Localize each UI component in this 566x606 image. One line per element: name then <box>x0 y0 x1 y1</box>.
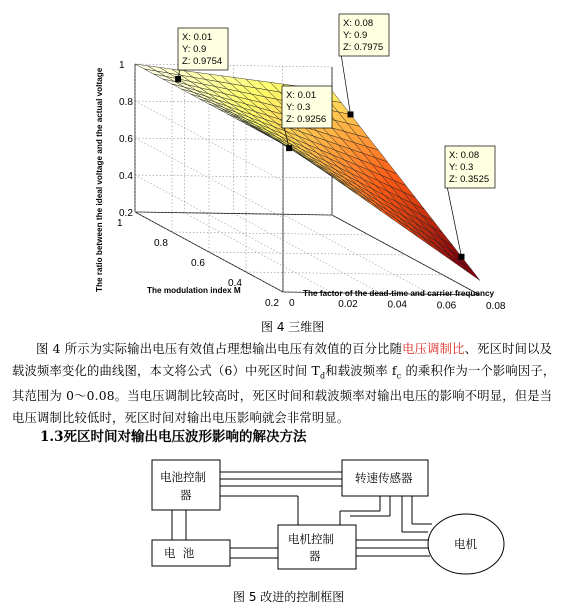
z-tick-label: 0.4 <box>119 171 133 182</box>
datatip-text: Z: 0.9256 <box>286 114 327 125</box>
datatip-text: Z: 0.3525 <box>449 174 490 185</box>
figure-4-caption: 图 4 三维图 <box>261 320 325 334</box>
datatip-text: X: 0.08 <box>449 150 480 161</box>
m-tick-label: 0.4 <box>228 278 242 289</box>
datatip-text: Y: 0.3 <box>286 102 311 113</box>
datatip-text: Z: 0.7975 <box>343 42 384 53</box>
m-tick-label: 0.6 <box>191 258 205 269</box>
paragraph-text-2: 、死区时间以及载波频率变化的曲线图，本文将公式（6）中死区时间 T <box>12 342 553 378</box>
section-heading: 1.3死区时间对输出电压波形影响的解决方法 <box>40 429 307 445</box>
paragraph-text-4: 的乘积作为一个影响因子，其范围为 0～0.08。当电压调制比较高时，死区时间和载波频率对输出电压的影响不明显，但是当电压调制比较低时，死区时间对输出电压影响就会非常明显。 <box>12 363 556 425</box>
z-tick-label: 1 <box>119 60 125 71</box>
y-axis-label: The modulation index M <box>147 286 241 295</box>
control-block-diagram <box>0 448 566 606</box>
m-tick-label: 1 <box>117 218 123 229</box>
speed-sensor-label: 转速传感器 <box>355 471 413 485</box>
f-tick-label: 0.08 <box>486 301 506 312</box>
battery-controller-box <box>152 460 220 510</box>
datatip-text: Y: 0.3 <box>449 162 474 173</box>
datatip-text: X: 0.08 <box>343 18 374 29</box>
highlight-modulation-ratio: 电压调制比 <box>402 342 465 356</box>
z-tick-label: 0.2 <box>119 208 133 219</box>
datatip-text: Z: 0.9754 <box>182 56 223 67</box>
battery-controller-label-1: 电池控制 <box>160 470 206 484</box>
battery-label: 电 池 <box>164 546 195 560</box>
f-tick-label: 0.04 <box>387 299 407 311</box>
f-tick-label: 0 <box>289 298 295 309</box>
grid-line <box>246 272 443 275</box>
paragraph-text-3: 和载波频率 f <box>325 363 397 378</box>
z-tick-label: 0.8 <box>119 97 133 108</box>
m-tick-label: 0.2 <box>265 298 279 309</box>
body-paragraph <box>12 339 560 429</box>
surface-patch <box>458 261 480 281</box>
motor-label: 电机 <box>454 537 477 551</box>
x-axis-label: The factor of the dead-time and carrier frequency <box>303 289 495 298</box>
motor-controller-label-1: 电机控制 <box>288 532 334 546</box>
z-tick-label: 0.6 <box>119 134 133 145</box>
subscript-c: c <box>396 370 402 380</box>
grid-line <box>209 252 406 255</box>
figure-5-caption: 图 5 改进的控制框图 <box>233 590 345 604</box>
battery-controller-label-2: 器 <box>180 488 192 502</box>
motor-controller-label-2: 器 <box>309 549 321 563</box>
paragraph-text-1: 图 4 所示为实际输出电压有效值占理想输出电压有效值的百分比随 <box>36 342 403 356</box>
m-tick-label: 0.8 <box>154 238 168 249</box>
grid-line <box>172 232 369 235</box>
f-tick-label: 0.02 <box>338 298 358 310</box>
z-axis-label: The ratio between the ideal voltage and the actual voltage <box>95 67 104 292</box>
datatip-text: Y: 0.9 <box>343 30 368 41</box>
f-tick-label: 0.06 <box>436 300 457 312</box>
datatip-text: Y: 0.9 <box>182 44 207 55</box>
datatip-text: X: 0.01 <box>286 90 317 101</box>
datatip-text: X: 0.01 <box>182 32 213 43</box>
subscript-d: d <box>319 370 326 380</box>
